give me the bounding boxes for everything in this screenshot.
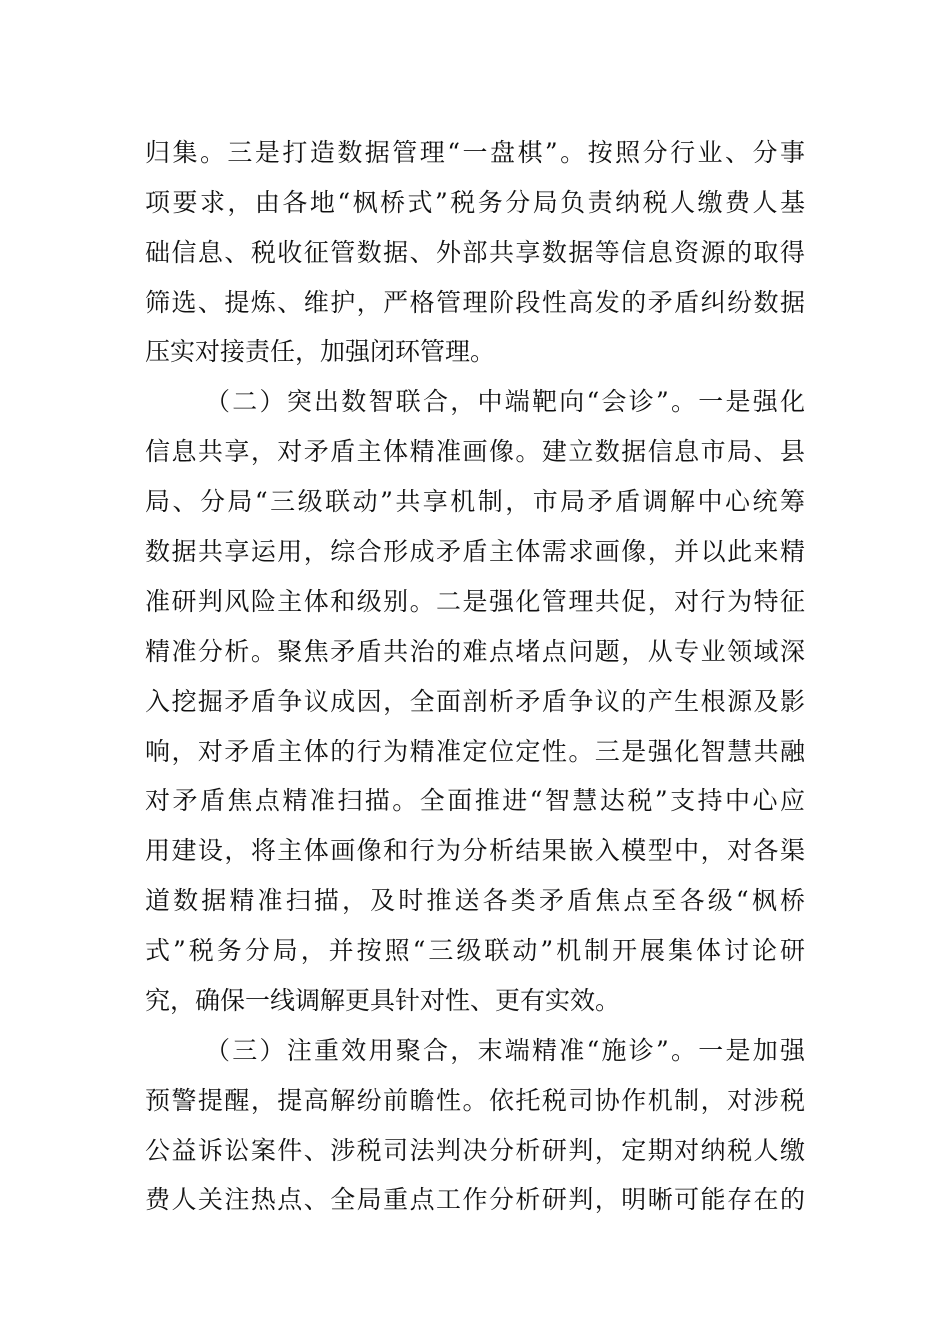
text-line: 用建设，将主体画像和行为分析结果嵌入模型中，对各渠: [145, 836, 805, 865]
text-line: 预警提醒，提高解纷前瞻性。依托税司协作机制，对涉税: [145, 1086, 805, 1115]
text-line: 局、分局“三级联动”共享机制，市局矛盾调解中心统筹: [145, 487, 805, 516]
text-line: 础信息、税收征管数据、外部共享数据等信息资源的取得: [145, 238, 805, 267]
text-line: 数据共享运用，综合形成矛盾主体需求画像，并以此来精: [145, 537, 805, 566]
text-line: 准研判风险主体和级别。二是强化管理共促，对行为特征: [145, 587, 805, 616]
text-line: 道数据精准扫描，及时推送各类矛盾焦点至各级“枫桥: [145, 886, 805, 915]
text-line: 信息共享，对矛盾主体精准画像。建立数据信息市局、县: [145, 437, 805, 466]
text-line: 对矛盾焦点精准扫描。全面推进“智慧达税”支持中心应: [145, 786, 805, 815]
text-line: 筛选、提炼、维护，严格管理阶段性高发的矛盾纠纷数据: [145, 288, 805, 317]
text-line: 精准分析。聚焦矛盾共治的难点堵点问题，从专业领域深: [145, 637, 805, 666]
text-line: 费人关注热点、全局重点工作分析研判，明晰可能存在的: [145, 1185, 805, 1214]
text-line: 式”税务分局，并按照“三级联动”机制开展集体讨论研: [145, 936, 805, 965]
text-line: 入挖掘矛盾争议成因，全面剖析矛盾争议的产生根源及影: [145, 687, 805, 716]
text-line: 公益诉讼案件、涉税司法判决分析研判，定期对纳税人缴: [145, 1136, 805, 1165]
text-line: 压实对接责任，加强闭环管理。: [145, 337, 496, 366]
text-line: 归集。三是打造数据管理“一盘棋”。按照分行业、分事: [145, 138, 805, 167]
text-line: 响，对矛盾主体的行为精准定位定性。三是强化智慧共融: [145, 737, 805, 766]
text-line: 项要求，由各地“枫桥式”税务分局负责纳税人缴费人基: [145, 188, 805, 217]
text-line: 究，确保一线调解更具针对性、更有实效。: [145, 986, 621, 1015]
section-heading-line: （三）注重效用聚合，末端精准“施诊”。一是加强: [205, 1036, 805, 1065]
section-heading-line: （二）突出数智联合，中端靶向“会诊”。一是强化: [205, 387, 805, 416]
